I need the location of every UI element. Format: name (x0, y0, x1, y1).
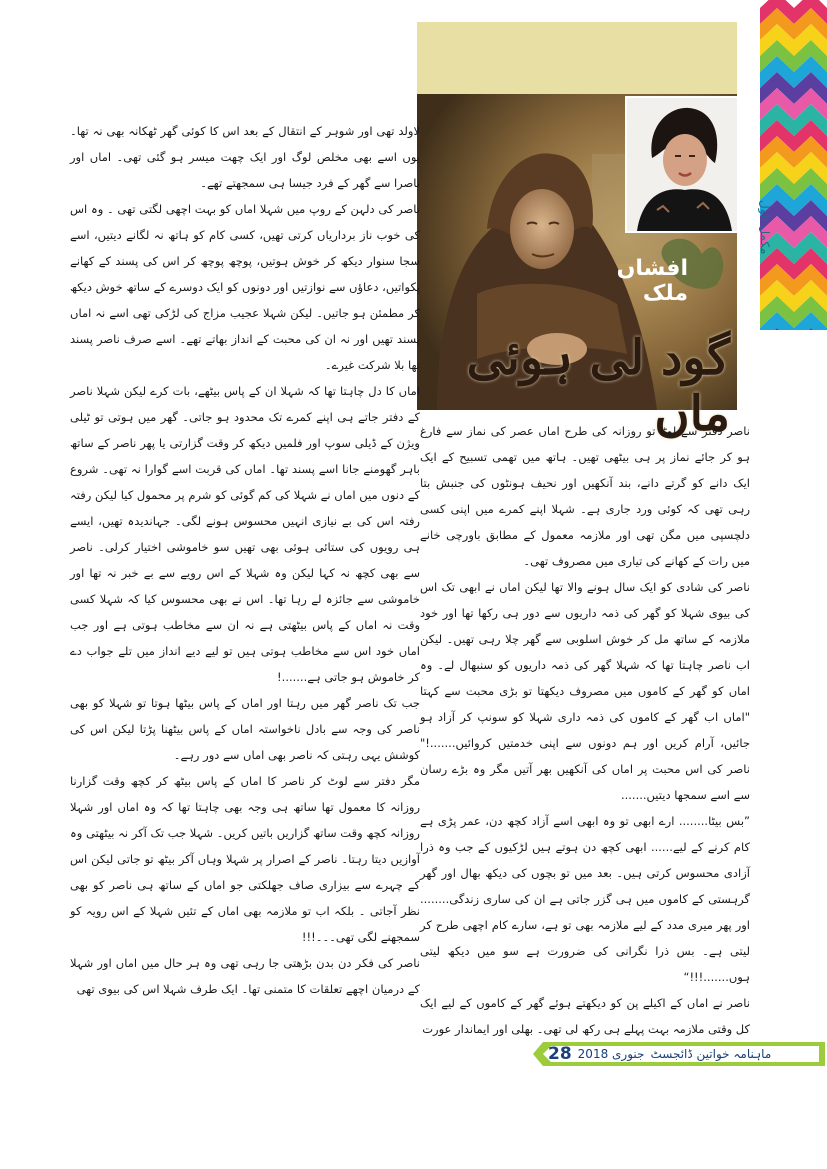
issue-date: جنوری 2018 (577, 1047, 645, 1061)
author-portrait (625, 96, 739, 233)
left-text-column (70, 118, 420, 1002)
paragraph: ناصر نے اماں کے اکیلے پن کو دیکھتے ہوئے گھر کے کاموں کے لیے ایک کل وقتی ملازمہ بہت پہلے ہی رکھ لی تھی۔ بھلی اور ایماندار عورت (420, 996, 750, 1036)
paragraph: جب تک ناصر گھر میں رہتا اور اماں کے پاس بیٹھا ہوتا تو شہلا کو بھی ناصر کی وجہ سے بادل ناخواستہ اماں کے پاس بیٹھنا پڑتا لیکن اس کی کوشش یہی رہتی کہ ناصر بھی اماں سے دور رہے۔ (70, 696, 420, 762)
page-number: 28 (548, 1044, 572, 1064)
paragraph: مگر دفتر سے لوٹ کر ناصر کا اماں کے پاس بیٹھ کر کچھ وقت گزارنا روزانہ کا معمول تھا ساتھ ہی وجہ بھی چاہتا تھا کہ وہ اماں اور شہلا روزانہ کچھ وقت ساتھ گزاریں باتیں کریں۔ شہلا جب تک آکر نہ بیٹھتی وہ آوازیں دیتا رہتا۔ ناصر کے اصرار پر شہلا وہاں آکر بیٹھ تو جاتی لیکن اس کے چہرے سے بیزاری صاف جھلکتی جو اماں کے ساتھ ہی ناصر کو بھی نظر آجاتی ۔ بلکہ اب تو ملازمہ بھی اماں کے تئیں شہلا کے اس رویہ کو سمجھنے لگی تھی۔۔۔!!! (70, 774, 420, 944)
paragraph: ”بس بیٹا........ ارے ابھی تو وہ ابھی اسے آزاد کچھ دن، عمر پڑی ہے کام کرنے کے لیے...... ابھی کچھ دن ہوتے ہیں لڑکیوں کے جب وہ ذرا آزادی محسوس کرتی ہیں۔ بعد میں تو بچوں کی دیکھ بھال اور گھر گرہستی کے کاموں میں ہی گزر جاتی ہے ان کی ساری زندگی........ اور پھر میری مدد کے لیے ملازمہ بھی تو ہے، سارے کام اچھی طرح کر لیتی ہے۔ بس ذرا نگرانی کی ضرورت ہے سو میں دیکھ لیتی ہوں.......!!!“ (420, 814, 750, 984)
paragraph: ناصر کی دلہن کے روپ میں شہلا اماں کو بہت اچھی لگتی تھی ۔ وہ اس کی خوب ناز برداریاں کرتی تھیں، کسی کام کو ہاتھ نہ لگانے دیتیں، اسے سجا سنوار دیکھ کر خوش ہوتیں، پوچھ پوچھ کر اس کی پسند کے کھانے پکواتیں، دعاؤں سے نوازتیں اور دونوں کو ایک دوسرے کے ساتھ خوش دیکھ کر مطمئن ہو جاتیں۔ لیکن شہلا عجیب مزاج کی لڑکی تھی اسے نہ اماں پسند تھیں اور نہ ان کی محبت کے انداز بھاتے تھے۔ اسے صرف ناصر پسند تھا بلا شرکت غیرے۔ (70, 202, 420, 372)
paragraph: ناصر کی فکر دن بدن بڑھتی جا رہی تھی وہ ہر حال میں اماں اور شہلا کے درمیان اچھے تعلقات کا متمنی تھا۔ ایک طرف شہلا اس کی بیوی تھی (70, 956, 420, 996)
right-text-column (420, 418, 750, 1042)
paragraph: لاولد تھی اور شوہر کے انتقال کے بعد اس کا کوئی گھر ٹھکانہ بھی نہ تھا۔ یوں اسے بھی مخلص لوگ اور ایک چھت میسر ہو گئی تھی۔ اماں اور ناصرا سے گھر کے فرد جیسا ہی سمجھتے تھے۔ (70, 124, 420, 190)
paragraph: ناصر دفتر سے لوٹا تو روزانہ کی طرح اماں عصر کی نماز سے فارغ ہو کر جائے نماز پر ہی بیٹھی تھیں۔ ہاتھ میں تھمی تسبیح کے ایک ایک دانے کو گرتے دانے، بند آنکھیں اور نحیف ہونٹوں کی جنبش بتا رہی تھی کہ کوئی ورد جاری ہے۔ شہلا اپنے کمرے میں اپنی کسی دلچسپی میں مگن تھی اور ملازمہ معمول کے مطابق باورچی خانے میں رات کے کھانے کی تیاری میں مصروف تھی۔ (420, 424, 750, 568)
magazine-name: ماہنامہ خواتین ڈائجسٹ (650, 1047, 772, 1061)
paragraph: اماں کا دل چاہتا تھا کہ شہلا ان کے پاس بیٹھے، بات کرے لیکن شہلا ناصر کے دفتر جاتے ہی اپنے کمرے تک محدود ہو جاتی۔ گھر میں ہوتی تو ٹیلی ویژن کے ڈیلی سوپ اور فلمیں دیکھ کر وقت گزارتی یا پھر ناصر کے ساتھ باہر گھومنے جانا اسے پسند تھا۔ اماں کی قربت اسے گوارا نہ تھی۔ شروع کے دنوں میں اماں نے شہلا کی کم گوئی کو شرم پر محمول کیا لیکن رفتہ رفتہ اس کی بے نیازی انہیں محسوس ہونے لگی۔ جہاندیدہ تھیں، ایسے ہی رویوں کی ستائی ہوئی بھی تھیں سو خاموشی اختیار کرلی۔ ناصر سے بھی کچھ نہ کہا لیکن وہ شہلا کے اس رویے سے بے خبر نہ تھا اور خاموشی سے جائزہ لے رہا تھا۔ اس نے بھی محسوس کیا کہ شہلا کسی وقت نہ اماں کے پاس بیٹھتی ہے نہ ان سے مخاطب ہوتی ہے اور جب اماں خود اس سے مخاطب ہوتی ہیں تو لیے دیے انداز میں تلے جواب دے کر خاموش ہو جاتی ہے.......! (70, 384, 420, 684)
section-label: مکمل ناول (758, 200, 772, 255)
story-title: گود لی ہوئی ماں (466, 330, 730, 442)
footer-info (548, 1043, 810, 1065)
header-yellow-band (417, 22, 737, 94)
decorative-zigzag-pattern (760, 0, 827, 330)
paragraph: ناصر کی شادی کو ایک سال ہونے والا تھا لیکن اماں نے ابھی تک اس کی بیوی شہلا کو گھر کی ذمہ داریوں سے دور ہی رکھا تھا اور خود ملازمہ کے ساتھ مل کر خوش اسلوبی سے گھر چلا رہی تھیں۔ لیکن اب ناصر چاہتا تھا کہ شہلا گھر کی ذمہ داریوں کو سنبھال لے۔ وہ اماں کو گھر کے کاموں میں مصروف دیکھتا تو بڑی محبت سے کہتا "اماں اب گھر کے کاموں کی ذمہ داری شہلا کو سونپ کر آزاد ہو جائیں، آرام کریں اور ہم دونوں سے اپنی خدمتیں کروائیں.......!" ناصر کی اس محبت پر اماں کی آنکھیں بھر آتیں مگر وہ بڑے رسان سے اسے سمجھا دیتیں....... (420, 580, 750, 802)
author-name: افشاں ملک (616, 256, 688, 306)
